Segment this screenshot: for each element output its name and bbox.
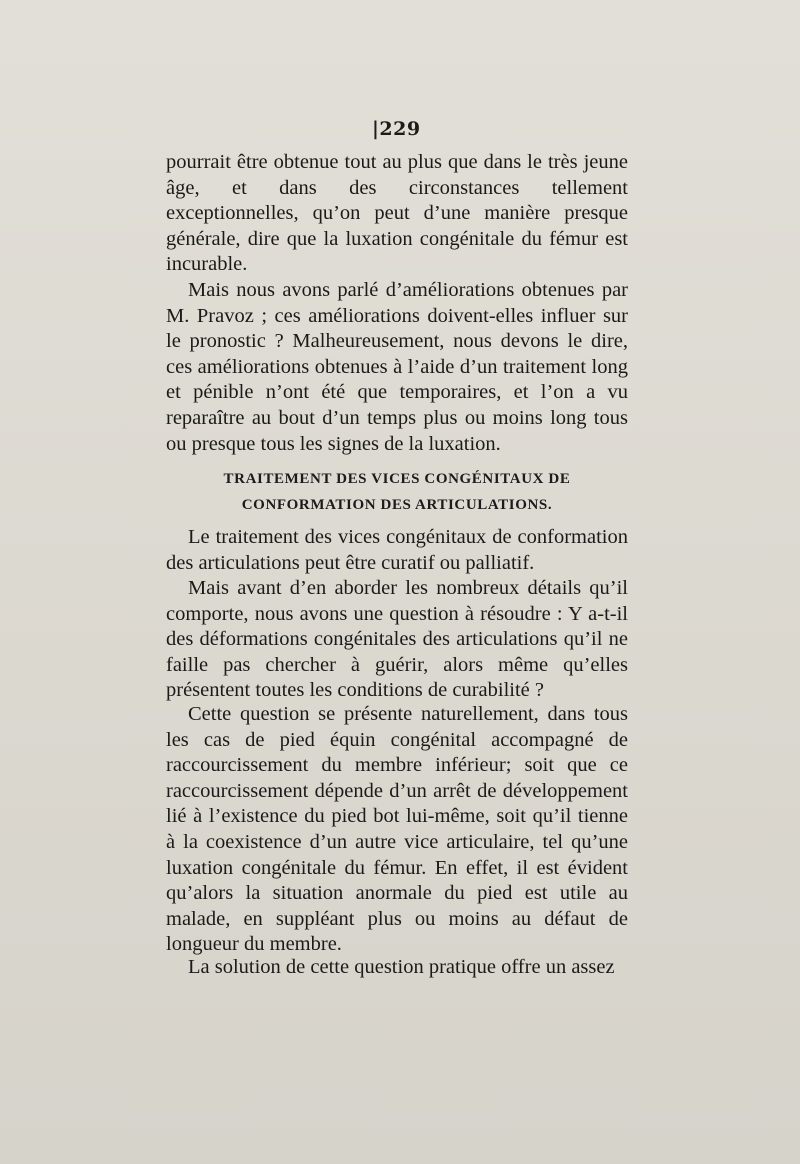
paragraph-solution: La solution de cette question pratique offre un assez bbox=[188, 956, 615, 978]
page-number: |229 bbox=[372, 118, 421, 140]
paragraph-treatment: Le traitement des vices congénitaux de conformation des articulations peut être curatif ou palliatif. bbox=[166, 526, 628, 574]
section-heading: TRAITEMENT DES VICES CONGÉNITAUX DE CONFORMATION DES ARTICULATIONS. bbox=[223, 471, 571, 513]
paragraph-continuation: pourrait être obtenue tout au plus que dans le très jeune âge, et dans des circonstances tellement exceptionnelles, qu’on peut d’une manière presque générale, dire que la luxation congénitale du fémur est incurable. bbox=[166, 151, 628, 276]
paragraph-pravoz: Mais nous avons parlé d’améliorations obtenues par M. Pravoz ; ces améliorations doivent-elles influer sur le pronostic ? Malheureusement, nous devons le dire, ces améliorations obtenues à l’aide d’un traitement long et pénible n’ont été que temporaires, et l’on a vu reparaître au bout d’un temps plus ou moins long tous ou presque tous les signes de la luxation. bbox=[166, 279, 628, 455]
paragraph-question: Mais avant d’en aborder les nombreux détails qu’il comporte, nous avons une question à résoudre : Y a-t-il des déformations congénitales des articulations qu’il ne faille pas chercher à guérir, alors même qu’elles présentent toutes les conditions de curabilité ? bbox=[166, 577, 628, 702]
paragraph-equin: Cette question se présente naturellement, dans tous les cas de pied équin congénital accompagné de raccourcissement du membre inférieur; soit que ce raccourcissement dépende d’un arrêt de développement lié à l’existence du pied bot lui-même, soit qu’il tienne à la coexistence d’un autre vice articulaire, tel qu’une luxation congénitale du fémur. En effet, il est évident qu’alors la situation anormale du pied est utile au malade, en suppléant plus ou moins au défaut de longueur du membre. bbox=[166, 703, 628, 956]
